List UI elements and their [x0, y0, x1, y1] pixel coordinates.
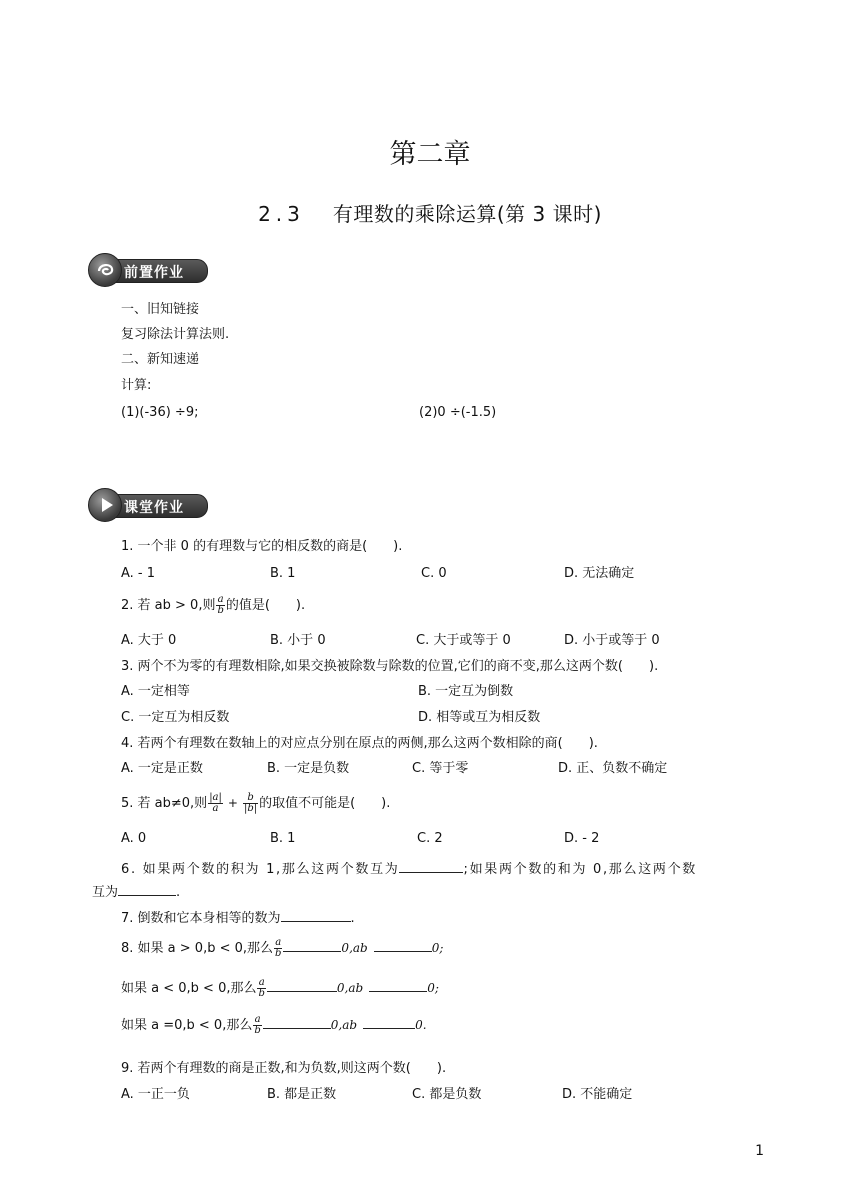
chapter-title: 第二章	[389, 139, 471, 170]
lesson-title	[0, 198, 860, 227]
q3-option-b: B. 一定互为倒数	[418, 684, 514, 699]
q9-option-d: D. 不能确定	[562, 1087, 633, 1102]
class-homework-banner	[88, 488, 208, 522]
q8-r1-semi: ;	[439, 941, 444, 955]
q6-text-2: ;如果两个数的和为 0,那么这两个数	[463, 862, 698, 877]
q9-stem: 9. 若两个有理数的商是正数,和为负数,则这两个数( ).	[121, 1061, 447, 1076]
q8-r1-zero-2: 0	[431, 941, 440, 955]
new-knowledge-heading: 二、新知速递	[121, 352, 200, 367]
q5-frac1-den: a	[212, 803, 219, 814]
q8-r1-blank-2[interactable]	[374, 937, 432, 952]
q5-frac2-den: |b|	[243, 803, 258, 814]
q8-r2-comma: ,	[344, 981, 349, 995]
q8-r1-blank-1[interactable]	[283, 937, 341, 952]
q6-text-1: 6. 如果两个数的积为 1,那么这两个数互为	[121, 862, 400, 877]
pre-homework-banner	[88, 253, 208, 287]
q5-fraction-1	[208, 793, 223, 814]
q2-option-a: A. 大于 0	[121, 633, 177, 648]
q8-r2-blank-2[interactable]	[369, 977, 427, 992]
lesson-name: 有理数的乘除运算(第 3 课时)	[332, 202, 602, 226]
q8-r2-frac-den: b	[258, 988, 265, 999]
q8-r1-text: 8. 如果 a > 0,b < 0,那么	[121, 941, 274, 956]
q7-dot: .	[350, 911, 355, 926]
q8-r1-ab: ab	[352, 941, 368, 955]
q8-r3-frac-den: b	[254, 1025, 261, 1036]
q7-stem	[121, 907, 355, 927]
q2-frac-num: a	[217, 594, 224, 605]
calc-item-1: (1)(-36) ÷9;	[121, 405, 199, 420]
q5-frac2-num: b	[243, 793, 258, 804]
q8-r3-ab: ab	[342, 1018, 358, 1032]
q8-row-2	[121, 977, 439, 999]
q8-r1-comma: ,	[349, 941, 353, 955]
q5-plus: +	[227, 796, 238, 810]
q8-r3-text: 如果 a =0,b < 0,那么	[121, 1018, 253, 1033]
q8-r3-zero-2: 0	[415, 1018, 423, 1032]
q3-option-a: A. 一定相等	[121, 684, 190, 699]
q8-r2-zero-2: 0	[427, 981, 435, 995]
q2-option-d: D. 小于或等于 0	[564, 633, 660, 648]
q8-r1-frac-den: b	[275, 948, 282, 959]
q2-option-b: B. 小于 0	[270, 633, 326, 648]
q1-option-a: A. - 1	[121, 566, 156, 581]
q8-r2-text: 如果 a < 0,b < 0,那么	[121, 981, 257, 996]
q1-option-c: C. 0	[421, 566, 447, 581]
q8-r3-dot: .	[422, 1018, 427, 1032]
q8-r3-frac-num: a	[254, 1014, 261, 1025]
q5-option-c: C. 2	[417, 831, 443, 846]
q6-line-1	[121, 858, 769, 878]
calc-label: 计算:	[121, 378, 152, 393]
q5-stem	[121, 793, 390, 814]
q8-r2-zero-1: 0	[336, 981, 345, 995]
q8-r3-blank-2[interactable]	[363, 1014, 415, 1029]
q4-option-d: D. 正、负数不确定	[558, 761, 668, 776]
q2-fraction	[216, 595, 224, 616]
q8-r2-semi: ;	[434, 981, 439, 995]
swirl-icon	[88, 253, 122, 287]
q5-option-a: A. 0	[121, 831, 147, 846]
q2-stem-pre: 2. 若 ab > 0,则	[121, 598, 216, 613]
review-line: 复习除法计算法则.	[121, 327, 230, 342]
q3-stem: 3. 两个不为零的有理数相除,如果交换被除数与除数的位置,它们的商不变,那么这两个数( ).	[121, 659, 659, 674]
q8-r3-blank-1[interactable]	[263, 1014, 331, 1029]
q7-blank[interactable]	[281, 907, 351, 922]
q8-r3-zero-1: 0	[330, 1018, 339, 1032]
q8-r2-ab: ab	[348, 981, 364, 995]
q2-frac-den: b	[217, 605, 224, 616]
q5-fraction-2	[243, 793, 258, 814]
q5-stem-post: 的取值不可能是( ).	[259, 796, 391, 811]
pre-homework-label: 前置作业	[124, 265, 184, 281]
q3-option-c: C. 一定互为相反数	[121, 710, 230, 725]
q5-option-b: B. 1	[270, 831, 296, 846]
q8-r2-frac-num: a	[258, 977, 265, 988]
q8-r3-comma: ,	[338, 1018, 343, 1032]
q8-r3-frac	[253, 1015, 261, 1036]
class-homework-label: 课堂作业	[124, 500, 184, 516]
q8-r1-zero-1: 0	[341, 941, 350, 955]
q4-stem: 4. 若两个有理数在数轴上的对应点分别在原点的两侧,那么这两个数相除的商( ).	[121, 736, 598, 751]
q8-r1-frac	[274, 938, 282, 959]
q1-option-d: D. 无法确定	[564, 566, 635, 581]
page-number: 1	[755, 1143, 764, 1159]
q4-option-b: B. 一定是负数	[267, 761, 350, 776]
q8-r1-frac-num: a	[275, 937, 282, 948]
q6-text-4: .	[176, 885, 181, 900]
q6-text-3: 互为	[92, 885, 119, 900]
q3-option-d: D. 相等或互为相反数	[418, 710, 541, 725]
q5-stem-pre: 5. 若 ab≠0,则	[121, 796, 208, 811]
lesson-number: 2.3	[258, 202, 305, 226]
calc-item-2: (2)0 ÷(-1.5)	[419, 405, 497, 420]
q9-option-a: A. 一正一负	[121, 1087, 190, 1102]
q6-blank-1[interactable]	[399, 858, 463, 873]
q6-line-2	[92, 881, 180, 901]
q1-option-b: B. 1	[270, 566, 296, 581]
old-knowledge-heading: 一、旧知链接	[121, 302, 200, 317]
q9-option-c: C. 都是负数	[412, 1087, 482, 1102]
q2-option-c: C. 大于或等于 0	[416, 633, 511, 648]
q4-option-c: C. 等于零	[412, 761, 469, 776]
q1-stem: 1. 一个非 0 的有理数与它的相反数的商是( ).	[121, 539, 403, 554]
q6-blank-2[interactable]	[118, 881, 176, 896]
q7-text: 7. 倒数和它本身相等的数为	[121, 911, 281, 926]
q8-row-3	[121, 1014, 427, 1036]
play-icon	[88, 488, 122, 522]
q2-stem	[121, 595, 305, 616]
q8-r2-blank-1[interactable]	[267, 977, 337, 992]
q8-row-1	[121, 937, 443, 959]
q5-frac1-num: |a|	[209, 792, 222, 803]
q4-option-a: A. 一定是正数	[121, 761, 203, 776]
q5-option-d: D. - 2	[564, 831, 600, 846]
q8-r2-frac	[257, 978, 265, 999]
q2-stem-post: 的值是( ).	[225, 598, 306, 613]
q9-option-b: B. 都是正数	[267, 1087, 337, 1102]
